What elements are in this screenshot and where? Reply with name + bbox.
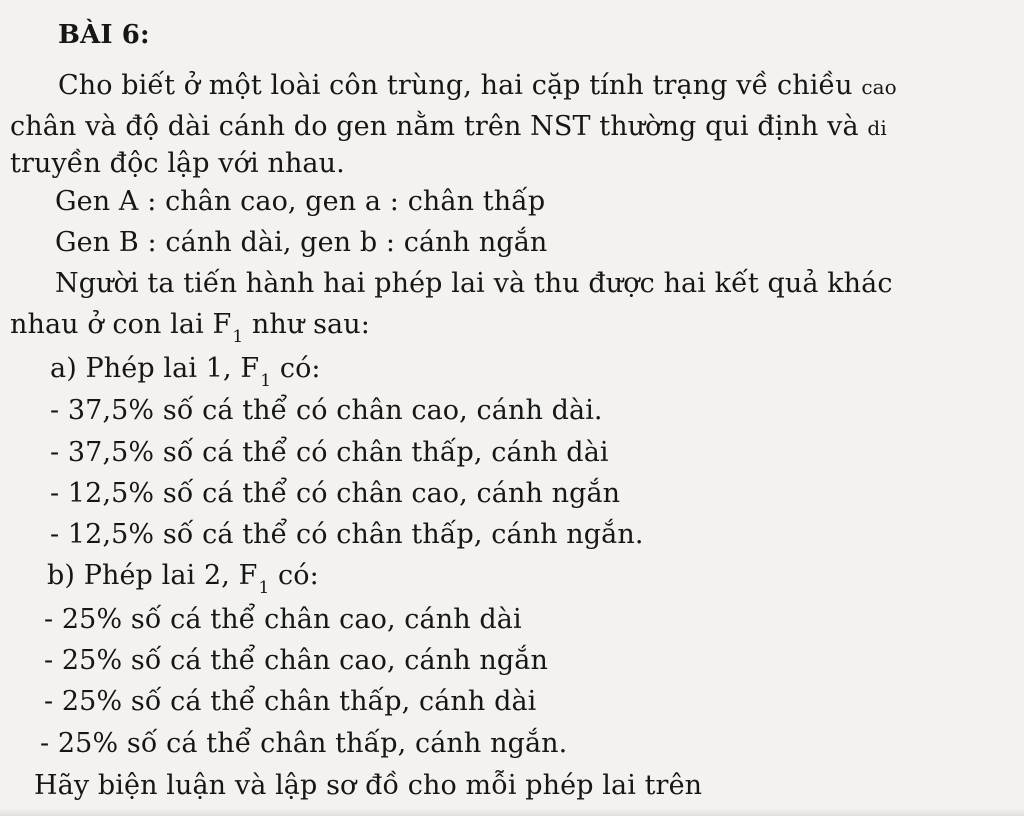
intro-line-2 — [10, 109, 887, 146]
cross-2-subscript: 1 — [258, 578, 270, 598]
cross-description-line-2 — [10, 307, 370, 355]
intro-line-2-main: chân và độ dài cánh do gen nằm trên NST thường qui định và — [10, 111, 859, 142]
intro-line-3: truyền độc lập với nhau. — [10, 148, 345, 179]
intro-line-1-tail: cao — [861, 75, 897, 99]
cross-2-heading-suffix: có: — [269, 560, 319, 591]
page-edge-shadow — [0, 808, 1024, 816]
cross-1-subscript: 1 — [260, 371, 272, 391]
exercise-title: BÀI 6: — [58, 20, 150, 50]
cross-1-heading-text: a) Phép lai 1, F — [50, 353, 260, 384]
assignment-instruction: Hãy biện luận và lập sơ đồ cho mỗi phép lai trên — [34, 770, 703, 801]
intro-line-1 — [58, 68, 897, 105]
cross-2-result-1: - 25% số cá thể chân cao, cánh dài — [44, 604, 522, 635]
cross-1-heading — [50, 351, 321, 399]
cross-2-heading — [47, 558, 319, 606]
cross-1-result-4: - 12,5% số cá thể có chân thấp, cánh ngắn. — [50, 519, 644, 550]
cross-2-result-2: - 25% số cá thể chân cao, cánh ngắn — [44, 645, 548, 676]
intro-line-2-tail: di — [867, 116, 887, 140]
cross-1-result-2: - 37,5% số cá thể có chân thấp, cánh dài — [50, 437, 609, 468]
offspring-label-suffix: như sau: — [243, 309, 370, 340]
gene-a-definition: Gen A : chân cao, gen a : chân thấp — [55, 186, 546, 217]
cross-1-heading-suffix: có: — [271, 353, 321, 384]
offspring-generation-subscript: 1 — [232, 327, 244, 347]
intro-line-1-main: Cho biết ở một loài côn trùng, hai cặp tính trạng về chiều — [58, 70, 853, 101]
cross-description-line-1: Người ta tiến hành hai phép lai và thu được hai kết quả khác — [55, 268, 893, 299]
cross-1-result-1: - 37,5% số cá thể có chân cao, cánh dài. — [50, 395, 603, 426]
offspring-label-text: nhau ở con lai F — [10, 309, 232, 340]
gene-b-definition: Gen B : cánh dài, gen b : cánh ngắn — [55, 227, 548, 258]
cross-1-result-3: - 12,5% số cá thể có chân cao, cánh ngắn — [50, 478, 621, 509]
cross-2-result-4: - 25% số cá thể chân thấp, cánh ngắn. — [40, 728, 568, 759]
cross-2-heading-text: b) Phép lai 2, F — [47, 560, 258, 591]
cross-2-result-3: - 25% số cá thể chân thấp, cánh dài — [44, 686, 537, 717]
